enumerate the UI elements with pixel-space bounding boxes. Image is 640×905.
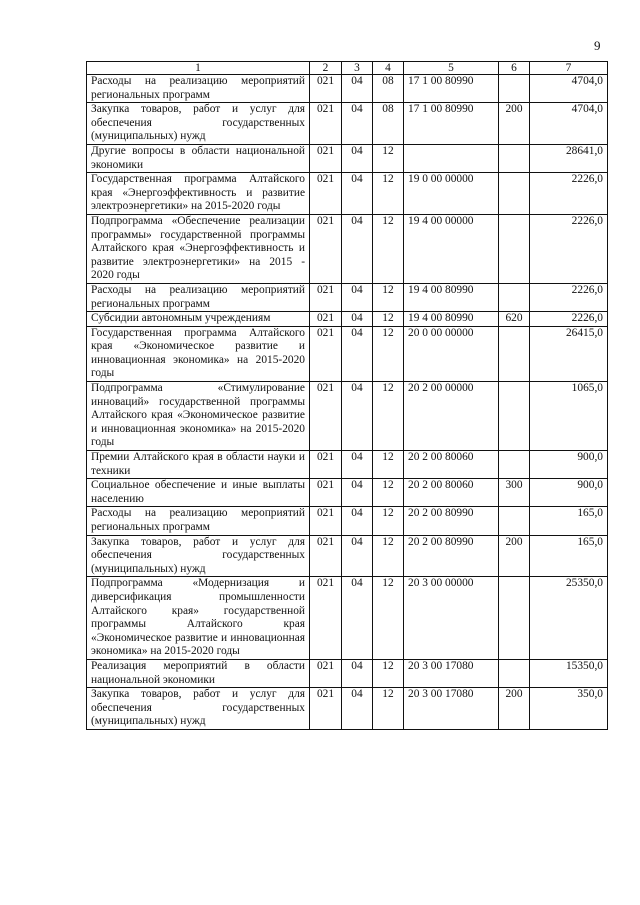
row-name-cell: Закупка товаров, работ и услуг для обеспечения государственных (муниципальных) нужд: [87, 103, 310, 145]
amount-cell: 26415,0: [530, 326, 608, 381]
target-article-cell: 19 0 00 00000: [404, 173, 499, 215]
subsection-cell: 12: [373, 659, 404, 687]
admin-code-cell: 021: [310, 507, 342, 535]
section-cell: 04: [342, 75, 373, 103]
column-header: 5: [404, 62, 499, 75]
subsection-cell: 12: [373, 535, 404, 577]
table-row: [87, 577, 608, 660]
section-cell: 04: [342, 173, 373, 215]
row-name-cell: Расходы на реализацию мероприятий региональных программ: [87, 283, 310, 311]
table-row: [87, 451, 608, 479]
expense-type-cell: 200: [499, 688, 530, 730]
target-article-cell: 19 4 00 80990: [404, 312, 499, 327]
amount-cell: 165,0: [530, 535, 608, 577]
row-name-cell: Премии Алтайского края в области науки и техники: [87, 451, 310, 479]
row-name-cell: Закупка товаров, работ и услуг для обеспечения государственных (муниципальных) нужд: [87, 688, 310, 730]
amount-cell: 350,0: [530, 688, 608, 730]
subsection-cell: 12: [373, 326, 404, 381]
admin-code-cell: 021: [310, 214, 342, 283]
section-cell: 04: [342, 659, 373, 687]
expense-type-cell: 200: [499, 535, 530, 577]
admin-code-cell: 021: [310, 144, 342, 172]
subsection-cell: 08: [373, 103, 404, 145]
row-name-cell: Субсидии автономным учреждениям: [87, 312, 310, 327]
row-name-cell: Реализация мероприятий в области национальной экономики: [87, 659, 310, 687]
admin-code-cell: 021: [310, 382, 342, 451]
table-row: [87, 144, 608, 172]
section-cell: 04: [342, 451, 373, 479]
expense-type-cell: 300: [499, 479, 530, 507]
expense-type-cell: [499, 577, 530, 660]
admin-code-cell: 021: [310, 451, 342, 479]
subsection-cell: 12: [373, 451, 404, 479]
target-article-cell: 19 4 00 80990: [404, 283, 499, 311]
table-row: [87, 382, 608, 451]
target-article-cell: 20 3 00 17080: [404, 688, 499, 730]
admin-code-cell: 021: [310, 103, 342, 145]
expense-type-cell: [499, 326, 530, 381]
column-header: 7: [530, 62, 608, 75]
section-cell: 04: [342, 144, 373, 172]
amount-cell: 2226,0: [530, 214, 608, 283]
subsection-cell: 12: [373, 382, 404, 451]
target-article-cell: [404, 144, 499, 172]
section-cell: 04: [342, 535, 373, 577]
admin-code-cell: 021: [310, 75, 342, 103]
column-header: 2: [310, 62, 342, 75]
admin-code-cell: 021: [310, 479, 342, 507]
expense-type-cell: [499, 382, 530, 451]
section-cell: 04: [342, 507, 373, 535]
section-cell: 04: [342, 103, 373, 145]
subsection-cell: 08: [373, 75, 404, 103]
row-name-cell: Подпрограмма «Обеспечение реализации программы» государственной программы Алтайского края «Энергоэффективность и развитие электроэнергетики» на 2015 - 2020 годы: [87, 214, 310, 283]
table-row: [87, 283, 608, 311]
amount-cell: 28641,0: [530, 144, 608, 172]
subsection-cell: 12: [373, 283, 404, 311]
admin-code-cell: 021: [310, 577, 342, 660]
table-row: [87, 535, 608, 577]
target-article-cell: 20 2 00 80060: [404, 479, 499, 507]
amount-cell: 165,0: [530, 507, 608, 535]
target-article-cell: 17 1 00 80990: [404, 75, 499, 103]
expense-type-cell: [499, 451, 530, 479]
admin-code-cell: 021: [310, 326, 342, 381]
row-name-cell: Государственная программа Алтайского края «Экономическое развитие и инновационная экономика» на 2015-2020 годы: [87, 326, 310, 381]
amount-cell: 2226,0: [530, 312, 608, 327]
section-cell: 04: [342, 214, 373, 283]
admin-code-cell: 021: [310, 312, 342, 327]
expense-type-cell: [499, 659, 530, 687]
row-name-cell: Государственная программа Алтайского края «Энергоэффективность и развитие электроэнергетики» на 2015-2020 годы: [87, 173, 310, 215]
row-name-cell: Расходы на реализацию мероприятий региональных программ: [87, 507, 310, 535]
amount-cell: 25350,0: [530, 577, 608, 660]
target-article-cell: 19 4 00 00000: [404, 214, 499, 283]
target-article-cell: 20 0 00 00000: [404, 326, 499, 381]
admin-code-cell: 021: [310, 283, 342, 311]
column-header: 1: [87, 62, 310, 75]
row-name-cell: Закупка товаров, работ и услуг для обеспечения государственных (муниципальных) нужд: [87, 535, 310, 577]
subsection-cell: 12: [373, 312, 404, 327]
subsection-cell: 12: [373, 479, 404, 507]
section-cell: 04: [342, 688, 373, 730]
header-row: [87, 62, 608, 75]
column-header: 6: [499, 62, 530, 75]
target-article-cell: 17 1 00 80990: [404, 103, 499, 145]
section-cell: 04: [342, 283, 373, 311]
table-row: [87, 103, 608, 145]
subsection-cell: 12: [373, 507, 404, 535]
table-row: [87, 75, 608, 103]
expense-type-cell: [499, 173, 530, 215]
amount-cell: 900,0: [530, 479, 608, 507]
row-name-cell: Другие вопросы в области национальной экономики: [87, 144, 310, 172]
amount-cell: 2226,0: [530, 283, 608, 311]
section-cell: 04: [342, 577, 373, 660]
budget-table: [86, 61, 608, 730]
table-row: [87, 312, 608, 327]
amount-cell: 900,0: [530, 451, 608, 479]
amount-cell: 1065,0: [530, 382, 608, 451]
expense-type-cell: [499, 214, 530, 283]
column-header: 3: [342, 62, 373, 75]
expense-type-cell: 200: [499, 103, 530, 145]
table-row: [87, 214, 608, 283]
target-article-cell: 20 2 00 80990: [404, 507, 499, 535]
amount-cell: 2226,0: [530, 173, 608, 215]
expense-type-cell: [499, 507, 530, 535]
admin-code-cell: 021: [310, 535, 342, 577]
admin-code-cell: 021: [310, 659, 342, 687]
section-cell: 04: [342, 479, 373, 507]
target-article-cell: 20 3 00 00000: [404, 577, 499, 660]
subsection-cell: 12: [373, 688, 404, 730]
subsection-cell: 12: [373, 144, 404, 172]
row-name-cell: Расходы на реализацию мероприятий региональных программ: [87, 75, 310, 103]
table-row: [87, 173, 608, 215]
section-cell: 04: [342, 312, 373, 327]
subsection-cell: 12: [373, 577, 404, 660]
admin-code-cell: 021: [310, 688, 342, 730]
table-row: [87, 507, 608, 535]
table-row: [87, 688, 608, 730]
target-article-cell: 20 2 00 00000: [404, 382, 499, 451]
table-row: [87, 326, 608, 381]
target-article-cell: 20 3 00 17080: [404, 659, 499, 687]
row-name-cell: Подпрограмма «Стимулирование инноваций» государственной программы Алтайского края «Экономическое развитие и инновационная экономика» на 2015-2020 годы: [87, 382, 310, 451]
page-number: 9: [594, 38, 601, 53]
row-name-cell: Подпрограмма «Модернизация и диверсификация промышленности Алтайского края» государственной программы Алтайского края «Экономическое развитие и инновационная экономика» на 2015-2020 годы: [87, 577, 310, 660]
admin-code-cell: 021: [310, 173, 342, 215]
column-header: 4: [373, 62, 404, 75]
section-cell: 04: [342, 382, 373, 451]
amount-cell: 4704,0: [530, 103, 608, 145]
amount-cell: 15350,0: [530, 659, 608, 687]
table-row: [87, 659, 608, 687]
table-body: [87, 75, 608, 730]
target-article-cell: 20 2 00 80060: [404, 451, 499, 479]
expense-type-cell: [499, 144, 530, 172]
row-name-cell: Социальное обеспечение и иные выплаты населению: [87, 479, 310, 507]
subsection-cell: 12: [373, 214, 404, 283]
amount-cell: 4704,0: [530, 75, 608, 103]
target-article-cell: 20 2 00 80990: [404, 535, 499, 577]
table-row: [87, 479, 608, 507]
expense-type-cell: [499, 75, 530, 103]
subsection-cell: 12: [373, 173, 404, 215]
expense-type-cell: [499, 283, 530, 311]
expense-type-cell: 620: [499, 312, 530, 327]
section-cell: 04: [342, 326, 373, 381]
